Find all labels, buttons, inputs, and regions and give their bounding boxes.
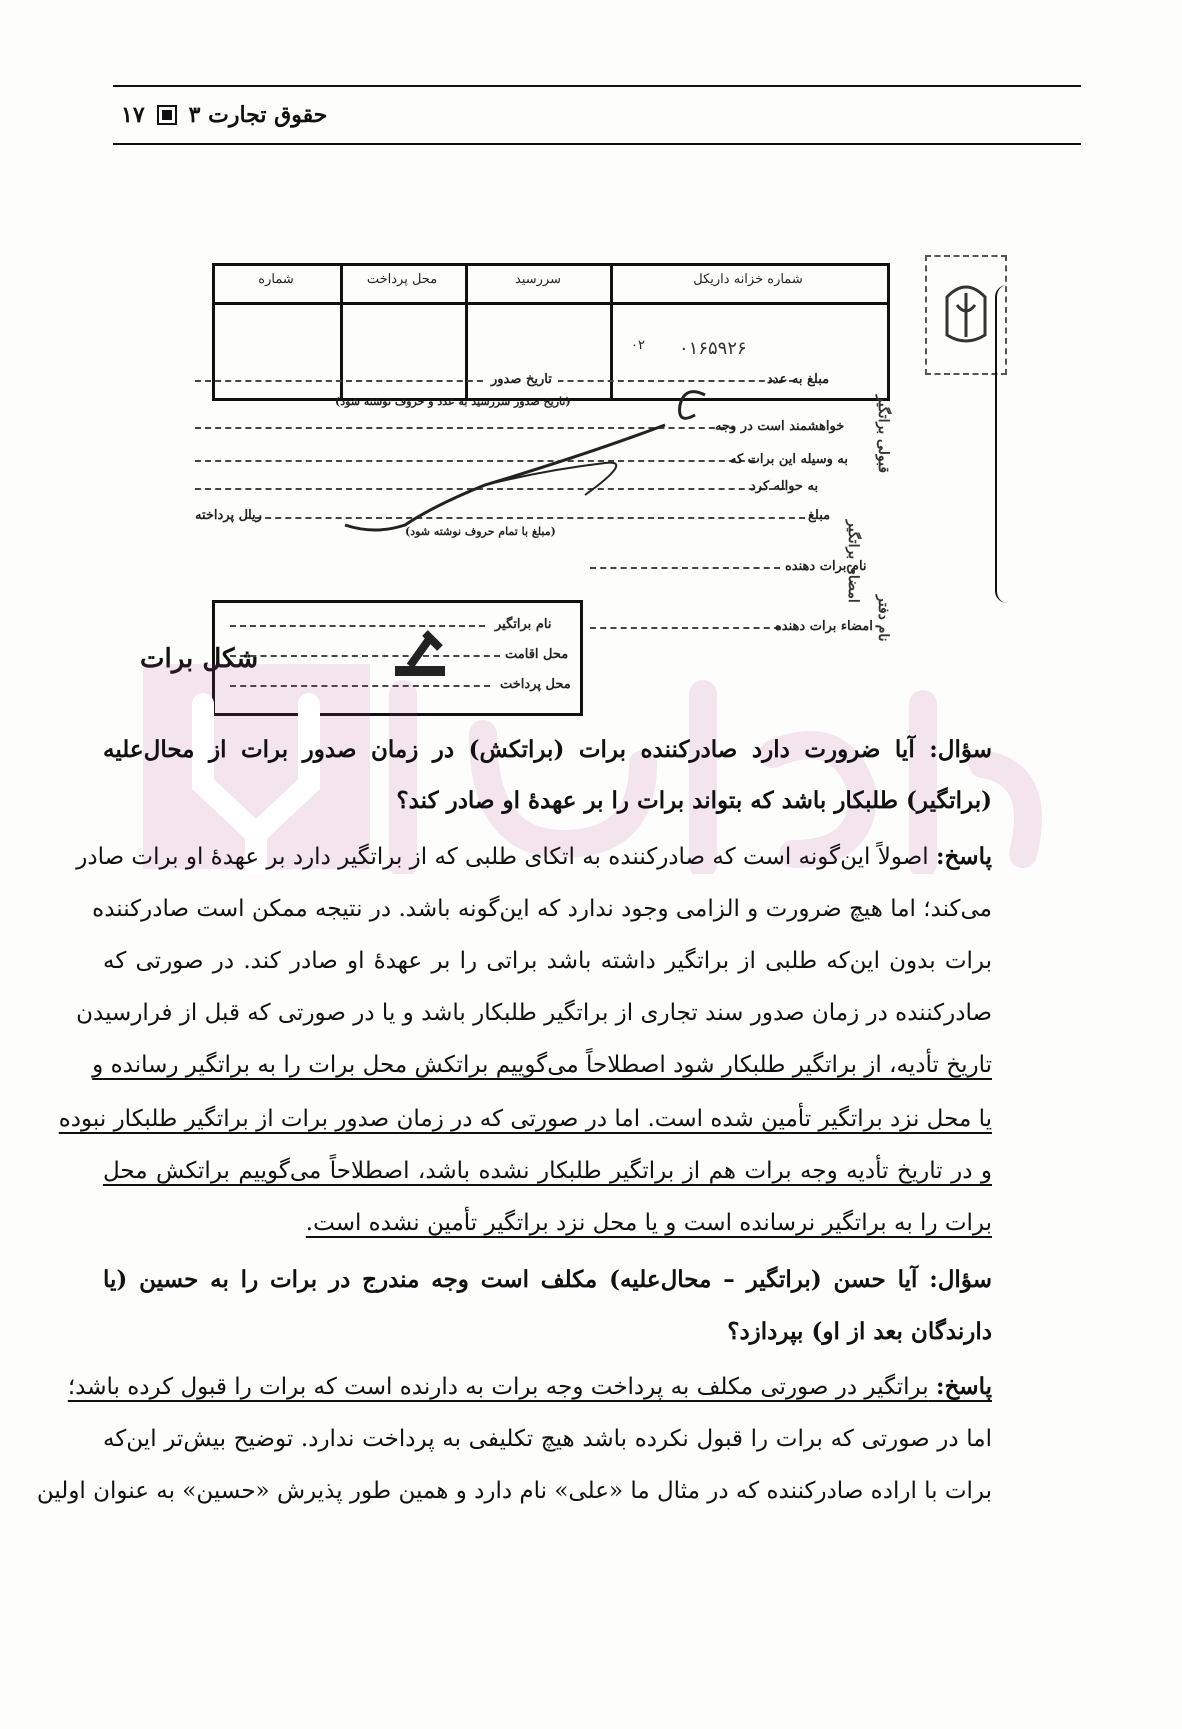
row-label-this-bill: به وسیله این برات که [730,452,848,467]
book-title: حقوق تجارت ۳ [188,102,328,128]
side-bracket [995,285,1069,603]
row-note-amount: (مبلغ با تمام حروف نوشته شود) [405,525,556,538]
row-note-dates: (تاریخ صدور سررسید به عدد و حروف نوشته شود) [335,395,571,408]
table-number-prefix: ۰۲ [631,338,645,353]
signature-scribble [285,375,745,545]
row-label-rials: ریال پرداخته [195,508,262,523]
table-header-payment-place: محل پرداخت [366,272,438,287]
header-bottom-rule [113,143,1081,145]
page-number: ۱۷ [121,102,145,128]
table-header-treasury-number: شماره خزانه داریکل [693,272,803,287]
answer-1-line-7: و در تاریخ تأدیه وجه برات هم از براتگیر طلبکار نشده باشد، اصطلاحاً می‌گوییم براتکش محل [103,1158,992,1184]
side-label-acceptance: قبولی براتگیر [875,395,891,474]
answer-1-line-8: برات را به براتگیر نرسانده است و یا محل نزد براتگیر تأمین نشده است. [305,1210,992,1236]
answer-1-line-5: تاریخ تأدیه، از براتگیر طلبکار شود اصطلاحاً می‌گوییم براتکش محل برات را به براتگیر رسانده و [92,1052,992,1078]
answer-1-line-6: یا محل نزد براتگیر تأمین شده است. اما در صورتی که در زمان صدور برات از براتگیر طلبکار نبوده [58,1106,992,1132]
answer-2-line-3: برات با اراده صادرکننده که در مثال ما «علی» نام دارد و همین طور پذیرش «حسین» به عنوان اولین [36,1478,992,1504]
question-1-line-1: سؤال: آیا ضرورت دارد صادرکننده برات (براتکش) در زمان صدور برات از محال‌علیه [103,736,992,763]
row-label-drawer-name: نام برات دهنده [785,559,867,574]
side-label-office-name: نام دفتر [875,595,891,642]
row-label-drawer-signature: امضاء برات دهنده [775,619,873,634]
answer-1-line-2: می‌کند؛ اما هیچ ضرورت و الزامی وجود ندارد که این‌گونه باشد. در نتیجه ممکن است صادرکننده [92,896,992,922]
answer-1-line-1: پاسخ: اصولاً این‌گونه است که صادرکننده به اتکای طلبی که از براتگیر دارد بر عهدهٔ او برات صادر [76,843,992,870]
box-label-residence: محل اقامت [505,647,569,662]
row-label-drawn-on: به حواله کرد [750,479,819,494]
question-2-line-2: دارندگان بعد از او) بپردازد؟ [727,1318,992,1345]
question-1-line-2: (براتگیر) طلبکار باشد که بتواند برات را بر عهدهٔ او صادر کند؟ [396,787,992,814]
row-label-issue-date: تاریخ صدور [485,372,558,387]
bill-of-exchange-figure [155,255,1070,725]
answer-2-line-2: اما در صورتی که برات را قبول نکرده باشد هیچ تکلیفی به پرداخت ندارد. توضیح بیش‌تر این‌که [103,1426,992,1452]
box-label-drawee-name: نام براتگیر [495,617,552,632]
table-header-number: شماره [258,272,294,287]
answer-2-line-1: پاسخ: براتگیر در صورتی مکلف به پرداخت وجه برات به دارنده است که برات را قبول کرده باشد؛ [67,1373,992,1400]
table-header-due-date: سررسید [515,272,561,287]
header-square-icon [157,105,177,125]
row-label-pay-to: خواهشمند است در وجه [715,419,845,434]
box-label-payment-place: محل پرداخت [500,677,571,692]
row-label-sum: مبلغ [808,508,831,523]
watermark-logo [143,664,1043,874]
table-serial-number: ۰۱۶۵۹۲۶ [679,338,747,359]
side-label-drawee-signature: امضای براتگیر [845,520,861,603]
figure-caption: شکل برات [140,644,259,674]
answer-1-line-4: صادرکننده در زمان صدور سند تجاری از براتگیر طلبکار باشد و یا در صورتی که قبل از فرارسیدن [76,1000,992,1026]
header-top-rule [113,85,1081,87]
row-label-amount: مبلغ به عدد [767,372,830,387]
answer-1-line-3: برات بدون این‌که طلبی از براتگیر داشته باشد براتی را بر عهدهٔ او صادر کند. در صورتی که [103,948,992,974]
question-2-line-1: سؤال: آیا حسن (براتگیر – محال‌علیه) مکلف است وجه مندرج در برات را به حسین (یا [103,1266,992,1293]
running-header [113,96,1081,134]
